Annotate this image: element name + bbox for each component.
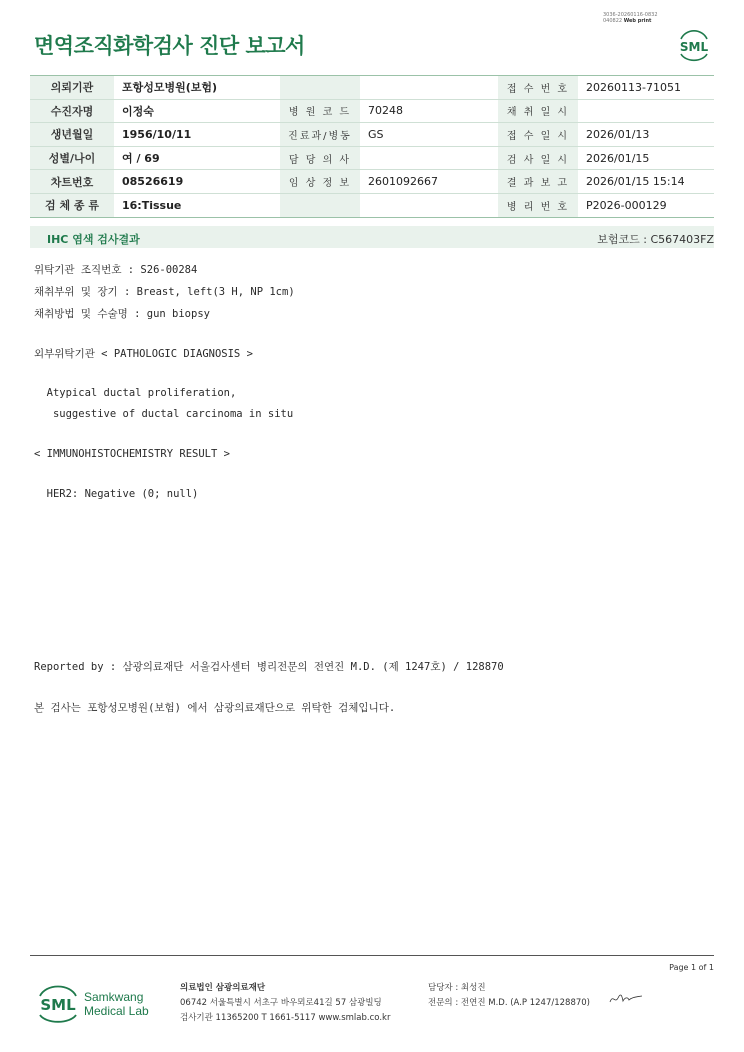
staff-specialist: 전문의 : 전연진 M.D. (A.P 1247/128870) <box>428 998 590 1008</box>
info-label: 채 취 일 시 <box>498 99 578 123</box>
info-label: 수진자명 <box>30 99 114 123</box>
org-name: 의료법인 삼광의료재단 <box>180 983 266 993</box>
collection-site: 채취부위 및 장기 : Breast, left(3 H, NP 1cm) <box>34 286 295 298</box>
info-value: 2601092667 <box>360 170 498 194</box>
info-row <box>30 146 714 170</box>
org-contact: 검사기관 11365200 T 1661-5117 www.smlab.co.kr <box>180 1013 391 1023</box>
diagnosis-line: Atypical ductal proliferation, <box>34 387 237 399</box>
info-label: 생년월일 <box>30 123 114 147</box>
staff-in-charge: 담당자 : 최성진 <box>428 983 486 993</box>
print-code <box>603 12 658 24</box>
info-value: 70248 <box>360 99 498 123</box>
patient-info-table <box>30 75 714 218</box>
web-print-label: Web print <box>623 18 652 24</box>
footer-logo-name2: Medical Lab <box>84 1004 149 1018</box>
consignment-notice: 본 검사는 포항성모병원(보험) 에서 삼광의료재단으로 위탁한 검체입니다. <box>34 702 396 714</box>
footer-logo-text: SML <box>40 996 76 1014</box>
info-label: 검 체 종 류 <box>30 193 114 217</box>
ihc-heading: < IMMUNOHISTOCHEMISTRY RESULT > <box>34 448 230 460</box>
info-value: 2026/01/15 <box>578 146 714 170</box>
info-value: 여 / 69 <box>114 146 280 170</box>
collection-method: 채취방법 및 수술명 : gun biopsy <box>34 308 210 320</box>
staff-info <box>428 981 590 1011</box>
sml-logo-icon <box>675 26 713 62</box>
insurance-code: 보험코드 : C567403FZ <box>597 233 714 246</box>
info-value: 포항성모병원(보험) <box>114 76 280 100</box>
samkwang-logo-icon <box>36 982 160 1026</box>
info-value <box>360 146 498 170</box>
info-value <box>360 193 498 217</box>
info-value <box>578 99 714 123</box>
info-label: 차트번호 <box>30 170 114 194</box>
diagnosis-line: suggestive of ductal carcinoma in situ <box>34 408 294 420</box>
info-row <box>30 123 714 147</box>
info-label: 접 수 번 호 <box>498 76 578 100</box>
info-label: 담 당 의 사 <box>280 146 360 170</box>
specimen-number: 위탁기관 조직번호 : S26-00284 <box>34 264 198 276</box>
info-value: 1956/10/11 <box>114 123 280 147</box>
info-label: 결 과 보 고 <box>498 170 578 194</box>
info-value: 2026/01/15 15:14 <box>578 170 714 194</box>
sml-logo-text: SML <box>679 40 709 54</box>
info-label: 의뢰기관 <box>30 76 114 100</box>
info-label: 병 리 번 호 <box>498 193 578 217</box>
diagnosis-heading: 외부위탁기관 < PATHOLOGIC DIAGNOSIS > <box>34 348 253 360</box>
info-row <box>30 76 714 100</box>
info-value: GS <box>360 123 498 147</box>
print-code-line2: 040822 <box>603 18 623 24</box>
info-label: 병 원 코 드 <box>280 99 360 123</box>
info-label: 접 수 일 시 <box>498 123 578 147</box>
signature-icon <box>608 992 644 1006</box>
org-info <box>180 981 390 1026</box>
info-row <box>30 99 714 123</box>
info-label <box>280 193 360 217</box>
info-label: 검 사 일 시 <box>498 146 578 170</box>
info-row <box>30 170 714 194</box>
reported-by: Reported by : 삼광의료재단 서울검사센터 병리전문의 전연진 M.D. (제 1247호) / 128870 <box>34 661 504 673</box>
footer-logo-name1: Samkwang <box>84 990 144 1004</box>
info-value: 08526619 <box>114 170 280 194</box>
info-value: 20260113-71051 <box>578 76 714 100</box>
org-address: 06742 서울특별시 서초구 바우뫼로41길 57 삼광빌딩 <box>180 998 382 1008</box>
info-label <box>280 76 360 100</box>
info-value: 이정숙 <box>114 99 280 123</box>
print-code-line1: 3036-20260116-0832 <box>603 12 658 18</box>
info-value: P2026-000129 <box>578 193 714 217</box>
info-label: 진료과/병동 <box>280 123 360 147</box>
her2-result: HER2: Negative (0; null) <box>34 488 199 500</box>
info-label: 성별/나이 <box>30 146 114 170</box>
report-title: 면역조직화학검사 진단 보고서 <box>34 34 305 58</box>
info-value <box>360 76 498 100</box>
info-label: 임 상 정 보 <box>280 170 360 194</box>
info-value: 2026/01/13 <box>578 123 714 147</box>
footer-divider <box>30 955 714 956</box>
result-section-title: IHC 염색 검사결과 <box>47 233 140 246</box>
page-number: Page 1 of 1 <box>669 963 714 972</box>
info-value: 16:Tissue <box>114 193 280 217</box>
info-row <box>30 193 714 217</box>
